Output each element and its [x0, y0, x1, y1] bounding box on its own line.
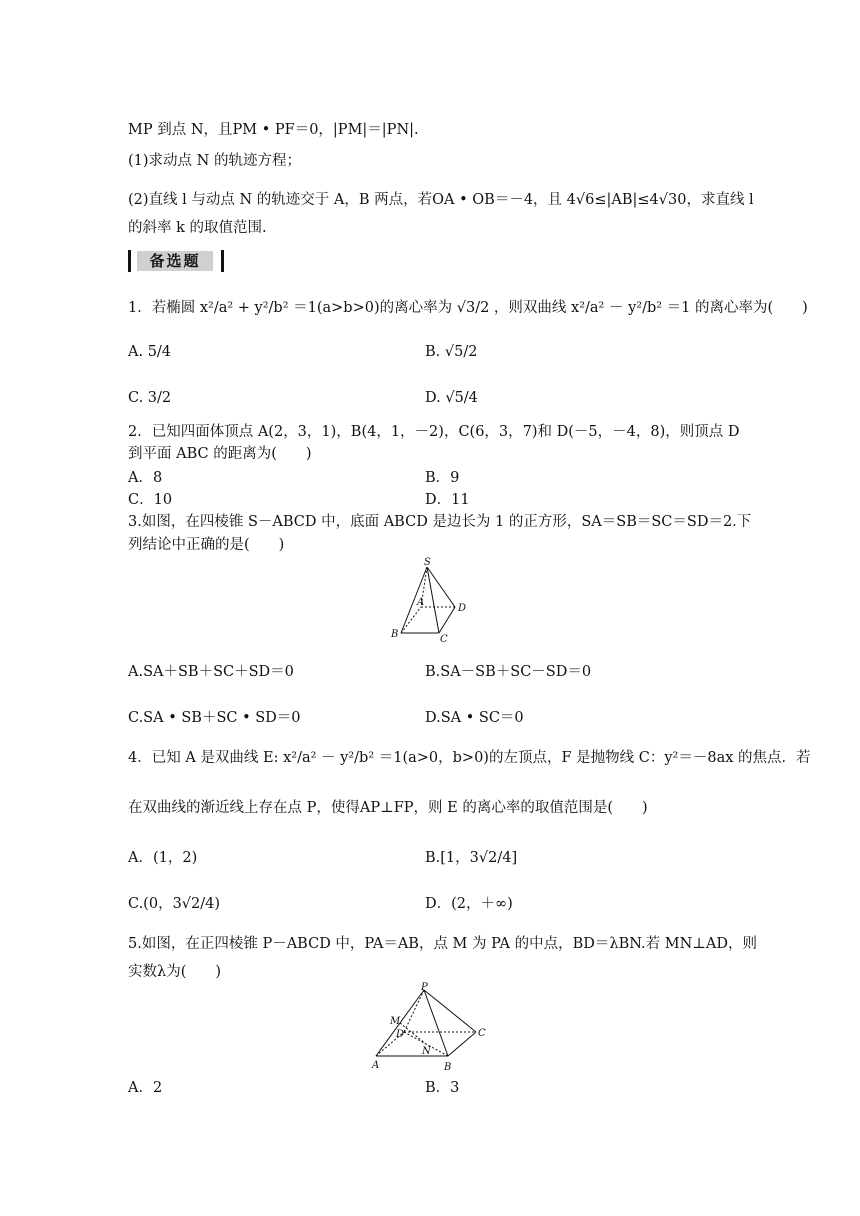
q3-label-s: S — [424, 557, 431, 568]
q3-pyramid-figure — [385, 555, 475, 643]
q3-option-c: C.SA • SB＋SC • SD＝0 — [128, 710, 301, 726]
q5-stem-2: 实数λ为( ) — [128, 964, 222, 980]
q3-label-a: A — [417, 597, 425, 608]
q5-stem-1: 5.如图，在正四棱锥 P－ABCD 中，PA＝AB，点 M 为 PA 的中点，BD＝λBN.若 MN⊥AD，则 — [128, 936, 757, 952]
q5-label-c: C — [478, 1028, 486, 1039]
q5-pyramid-figure — [366, 982, 496, 1072]
q2-option-a: A．8 — [128, 470, 163, 486]
q5-label-a: A — [372, 1060, 380, 1071]
q3-label-c: C — [440, 634, 448, 643]
q2-stem-2: 到平面 ABC 的距离为( ) — [128, 446, 312, 462]
intro-part-2a: (2)直线 l 与动点 N 的轨迹交于 A，B 两点，若OA • OB＝－4，且 4√6≤|AB|≤4√30，求直线 l — [128, 192, 754, 208]
q2-stem-1: 2．已知四面体顶点 A(2，3，1)，B(4，1，－2)，C(6，3，7)和 D(－5，－4，8)，则顶点 D — [128, 424, 740, 440]
q1-stem: 1．若椭圆 x²/a² + y²/b² ＝1(a>b>0)的离心率为 √3/2 ，则双曲线 x²/a² － y²/b² ＝1 的离心率为( ) — [128, 300, 808, 316]
q3-option-a: A.SA＋SB＋SC＋SD＝0 — [128, 664, 294, 680]
q5-label-n: N — [422, 1046, 431, 1057]
q4-stem-2: 在双曲线的渐近线上存在点 P，使得AP⊥FP，则 E 的离心率的取值范围是( ) — [128, 800, 648, 816]
q5-label-d: D — [396, 1029, 405, 1040]
q5-label-m: M — [390, 1016, 401, 1027]
q1-option-d: D. √5/4 — [425, 390, 478, 406]
q5-label-b: B — [444, 1062, 452, 1072]
q1-option-b: B. √5/2 — [425, 344, 478, 360]
q2-option-d: D．11 — [425, 492, 470, 508]
section-header — [128, 250, 224, 272]
q4-option-b: B.[1，3√2/4] — [425, 850, 518, 866]
q3-stem-1: 3.如图，在四棱锥 S－ABCD 中，底面 ABCD 是边长为 1 的正方形，SA＝SB＝SC＝SD＝2.下 — [128, 514, 752, 530]
q2-option-c: C．10 — [128, 492, 173, 508]
section-title: 备选题 — [137, 251, 213, 271]
q5-option-a: A．2 — [128, 1080, 163, 1096]
intro-line-1: MP 到点 N，且PM • PF＝0，|PM|＝|PN|. — [128, 122, 419, 138]
intro-part-2b: 的斜率 k 的取值范围. — [128, 220, 267, 236]
q3-stem-2: 列结论中正确的是( ) — [128, 537, 285, 553]
q4-option-a: A．(1，2) — [128, 850, 198, 866]
q5-label-p: P — [421, 982, 428, 993]
q4-stem-1: 4．已知 A 是双曲线 E: x²/a² － y²/b² ＝1(a>0，b>0)的左顶点，F 是抛物线 C：y²＝－8ax 的焦点．若 — [128, 750, 811, 766]
q1-option-a: A. 5/4 — [128, 344, 172, 360]
q2-option-b: B．9 — [425, 470, 460, 486]
q5-option-b: B．3 — [425, 1080, 460, 1096]
q4-option-c: C.(0，3√2/4) — [128, 896, 221, 912]
q1-option-c: C. 3/2 — [128, 390, 172, 406]
q3-label-b: B — [391, 629, 399, 640]
q3-label-d: D — [458, 603, 467, 614]
q3-option-b: B.SA－SB＋SC－SD＝0 — [425, 664, 592, 680]
q3-option-d: D.SA • SC＝0 — [425, 710, 524, 726]
intro-part-1: (1)求动点 N 的轨迹方程； — [128, 153, 301, 169]
q4-option-d: D．(2，＋∞) — [425, 896, 513, 912]
